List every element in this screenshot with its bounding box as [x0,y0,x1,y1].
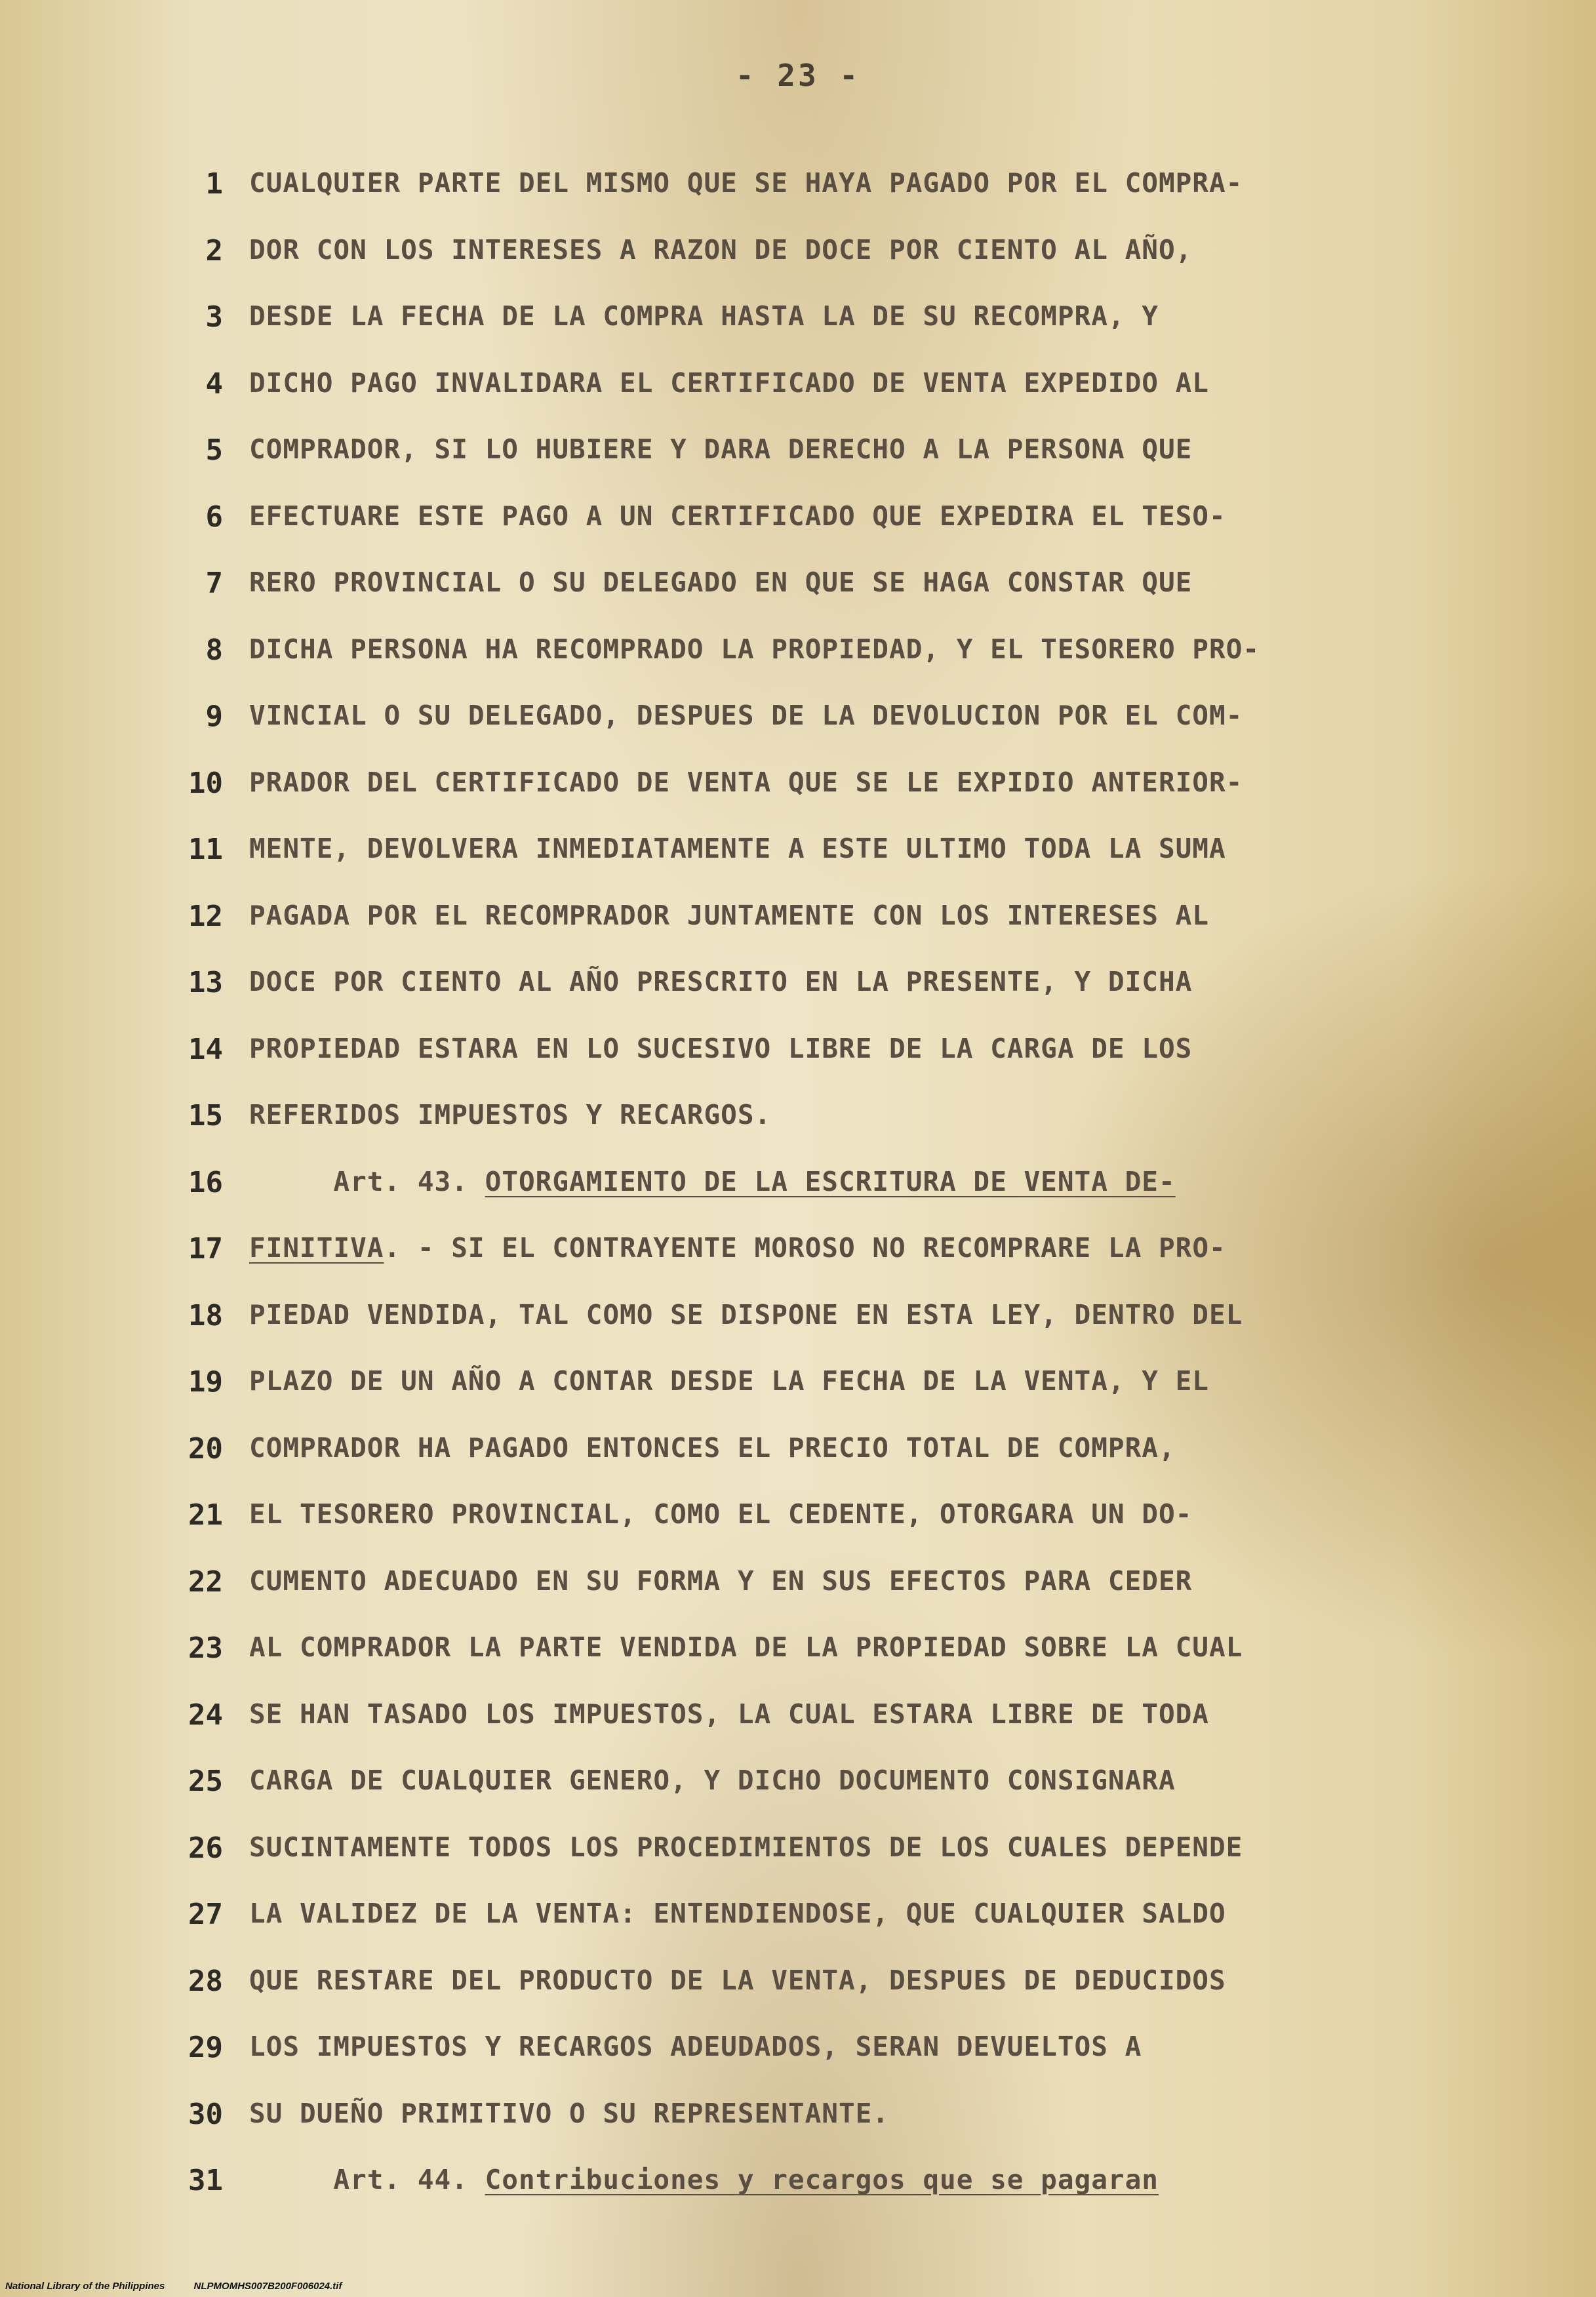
text-line [0,1898,1596,1944]
line-number: 18 [188,1298,223,1332]
line-number: 29 [188,2031,223,2064]
line-text: MENTE, DEVOLVERA INMEDIATAMENTE A ESTE ULTIMO TODA LA SUMA [249,833,1226,864]
page-number: - 23 - [735,58,861,93]
text-line [0,1033,1596,1079]
line-number: 14 [188,1032,223,1066]
line-text [249,1232,1482,1264]
underlined-heading: OTORGAMIENTO DE LA ESCRITURA DE VENTA DE- [485,1165,1176,1197]
line-text: QUE RESTARE DEL PRODUCTO DE LA VENTA, DESPUES DE DEDUCIDOS [249,1964,1226,1996]
line-text: SU DUEÑO PRIMITIVO O SU REPRESENTANTE. [249,2097,889,2129]
line-text: DOR CON LOS INTERESES A RAZON DE DOCE POR CIENTO AL AÑO, [249,233,1193,266]
line-number: 24 [188,1698,223,1732]
text-line [0,1166,1596,1212]
text-line [0,767,1596,812]
line-number: 13 [188,966,223,999]
line-number: 21 [188,1498,223,1532]
text-line [0,966,1596,1012]
text-line [0,500,1596,546]
text-line [0,300,1596,346]
text-line [0,900,1596,946]
line-text: EFECTUARE ESTE PAGO A UN CERTIFICADO QUE EXPEDIRA EL TESO- [249,500,1226,532]
line-number: 9 [205,700,223,733]
line-number: 8 [205,633,223,667]
text-line [0,367,1596,413]
text-line [0,1631,1596,1677]
line-text-lead: Art. 43. [249,1165,485,1197]
text-line [0,567,1596,612]
line-number: 25 [188,1765,223,1798]
line-text: EL TESORERO PROVINCIAL, COMO EL CEDENTE, OTORGARA UN DO- [249,1498,1193,1530]
line-number: 2 [205,233,223,268]
text-line [0,1498,1596,1544]
line-text: CARGA DE CUALQUIER GENERO, Y DICHO DOCUMENTO CONSIGNARA [249,1765,1176,1796]
text-line [0,1232,1596,1278]
line-text: SUCINTAMENTE TODOS LOS PROCEDIMIENTOS DE LOS CUALES DEPENDE [249,1831,1243,1863]
line-number: 4 [205,367,223,401]
line-number: 1 [205,167,223,201]
line-text: PRADOR DEL CERTIFICADO DE VENTA QUE SE LE EXPIDIO ANTERIOR- [249,766,1243,798]
line-text-lead: Art. 44. [249,2164,485,2195]
text-line [0,234,1596,280]
text-line [0,1965,1596,2010]
line-text: AL COMPRADOR LA PARTE VENDIDA DE LA PROPIEDAD SOBRE LA CUAL [249,1631,1243,1663]
line-number: 11 [188,833,223,866]
text-line [0,167,1596,213]
line-number: 26 [188,1831,223,1865]
line-text: VINCIAL O SU DELEGADO, DESPUES DE LA DEVOLUCION POR EL COM- [249,700,1243,731]
line-text: SE HAN TASADO LOS IMPUESTOS, LA CUAL ESTARA LIBRE DE TODA [249,1698,1209,1730]
underlined-heading: FINITIVA [249,1232,384,1264]
line-number: 7 [205,567,223,600]
line-text: DICHA PERSONA HA RECOMPRADO LA PROPIEDAD, Y EL TESORERO PRO- [249,633,1260,665]
line-number: 19 [188,1365,223,1399]
line-text-rest: . - SI EL CONTRAYENTE MOROSO NO RECOMPRARE LA PRO- [384,1232,1226,1264]
text-line [0,1299,1596,1345]
text-line [0,1432,1596,1478]
line-number: 23 [188,1631,223,1665]
line-text: PAGADA POR EL RECOMPRADOR JUNTAMENTE CON LOS INTERESES AL [249,899,1209,931]
line-number: 27 [188,1898,223,1931]
line-text: PROPIEDAD ESTARA EN LO SUCESIVO LIBRE DE LA CARGA DE LOS [249,1032,1193,1064]
line-number: 17 [188,1232,223,1266]
text-line [0,700,1596,746]
line-number: 20 [188,1431,223,1466]
line-text [249,1166,1482,1197]
line-number: 30 [188,2097,223,2131]
underlined-heading: Contribuciones y recargos que se pagaran [485,2164,1159,2195]
text-line [0,1698,1596,1744]
line-text: PIEDAD VENDIDA, TAL COMO SE DISPONE EN ESTA LEY, DENTRO DEL [249,1298,1243,1330]
text-line [0,1831,1596,1877]
line-number: 5 [205,433,223,467]
line-text: RERO PROVINCIAL O SU DELEGADO EN QUE SE HAGA CONSTAR QUE [249,567,1193,598]
text-line [0,1365,1596,1411]
line-text: COMPRADOR HA PAGADO ENTONCES EL PRECIO TOTAL DE COMPRA, [249,1431,1176,1464]
line-text: CUMENTO ADECUADO EN SU FORMA Y EN SUS EFECTOS PARA CEDER [249,1565,1193,1597]
line-number: 22 [188,1565,223,1599]
text-line [0,1765,1596,1810]
text-line [0,2164,1596,2210]
line-number: 15 [188,1099,223,1132]
file-name: NLPMOMHS007B200F006024.tif [193,2281,342,2292]
line-number: 3 [205,300,223,334]
line-number: 12 [188,899,223,933]
line-text: DICHO PAGO INVALIDARA EL CERTIFICADO DE VENTA EXPEDIDO AL [249,367,1209,399]
text-line [0,433,1596,479]
line-number: 28 [188,1964,223,1998]
text-line [0,833,1596,879]
text-line [0,1099,1596,1145]
line-number: 6 [205,500,223,534]
line-text: PLAZO DE UN AÑO A CONTAR DESDE LA FECHA DE LA VENTA, Y EL [249,1365,1209,1397]
text-line [0,2098,1596,2144]
scan-footer [5,2281,368,2292]
text-line [0,633,1596,679]
line-text: DESDE LA FECHA DE LA COMPRA HASTA LA DE SU RECOMPRA, Y [249,300,1159,332]
text-line [0,2031,1596,2077]
line-text [249,2164,1482,2195]
text-line [0,1565,1596,1611]
line-number: 16 [188,1165,223,1199]
line-text: DOCE POR CIENTO AL AÑO PRESCRITO EN LA PRESENTE, Y DICHA [249,966,1193,997]
line-number: 31 [188,2164,223,2197]
line-number: 10 [188,766,223,800]
line-text: CUALQUIER PARTE DEL MISMO QUE SE HAYA PAGADO POR EL COMPRA- [249,167,1243,199]
line-text: COMPRADOR, SI LO HUBIERE Y DARA DERECHO A LA PERSONA QUE [249,433,1193,465]
line-text: REFERIDOS IMPUESTOS Y RECARGOS. [249,1099,772,1130]
line-text: LOS IMPUESTOS Y RECARGOS ADEUDADOS, SERAN DEVUELTOS A [249,2031,1142,2062]
library-credit: National Library of the Philippines [5,2281,165,2292]
line-text: LA VALIDEZ DE LA VENTA: ENTENDIENDOSE, QUE CUALQUIER SALDO [249,1898,1226,1929]
